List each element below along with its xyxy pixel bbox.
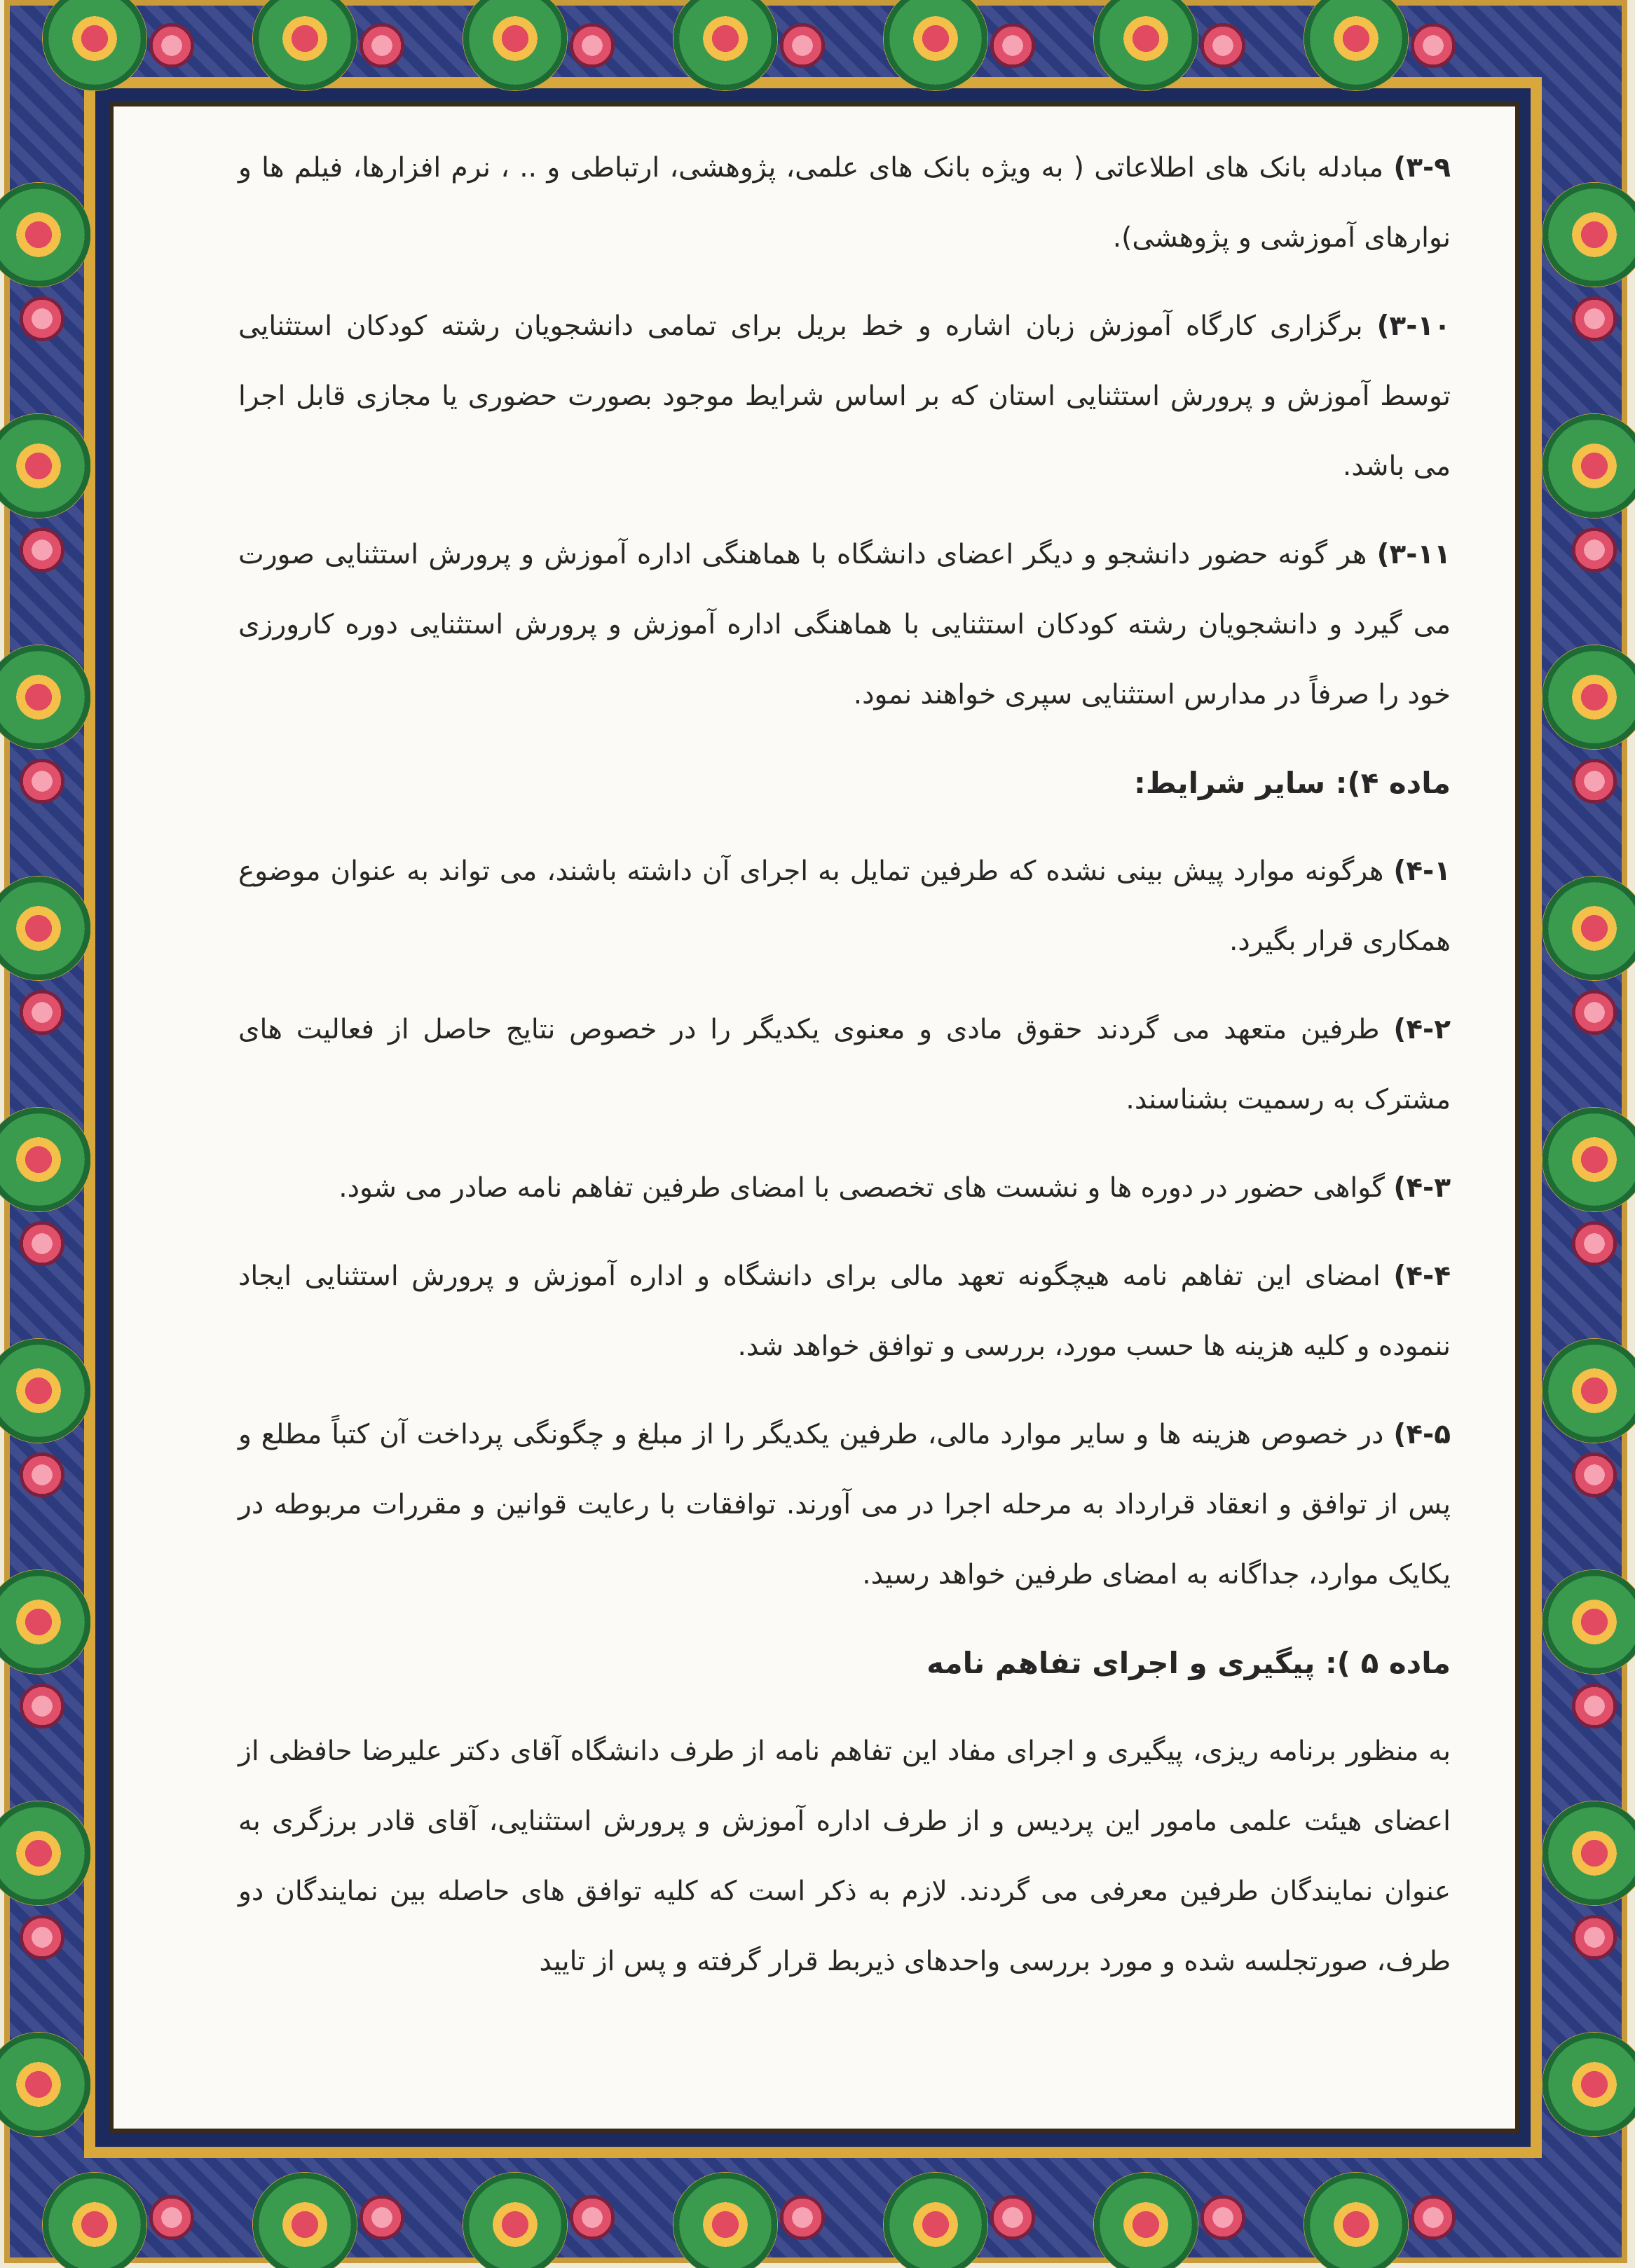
rosette-icon <box>18 757 67 806</box>
rosette-icon <box>147 21 196 70</box>
floral-medallion-icon <box>673 2172 778 2268</box>
rosette-icon <box>18 1219 67 1268</box>
clause-text: هر گونه حضور دانشجو و دیگر اعضای دانشگاه با هماهنگی اداره آموزش و پرورش استثنایی صورت می گیرد و دانشجویان رشته کودکان استثنایی با هماهنگی اداره آموزش و پرورش استثنایی دوره کارورزی خود را صرفاً در مدارس استثنایی سپری خواهند نمود. <box>238 539 1451 710</box>
rosette-icon <box>18 988 67 1037</box>
rosette-icon <box>1570 1913 1619 1962</box>
rosette-icon <box>1198 21 1247 70</box>
floral-medallion-icon <box>42 2172 147 2268</box>
clause-text: گواهی حضور در دوره ها و نشست های تخصصی با امضای طرفین تفاهم نامه صادر می شود. <box>338 1172 1394 1204</box>
rosette-icon <box>1570 1219 1619 1268</box>
clause-paragraph <box>238 1242 1451 1382</box>
clause-paragraph <box>238 1717 1451 1997</box>
clause-number: ۳-۹) <box>1393 152 1451 184</box>
rosette-icon <box>357 2193 406 2242</box>
rosette-icon <box>568 21 617 70</box>
clause-number: ۳-۱۰) <box>1376 310 1451 342</box>
rosette-icon <box>1570 1450 1619 1499</box>
clause-text: امضای این تفاهم نامه هیچگونه تعهد مالی برای دانشگاه و اداره آموزش و پرورش استثنایی ایجاد ننموده و کلیه هزینه ها حسب مورد، بررسی و توافق خواهد شد. <box>238 1260 1451 1362</box>
rosette-icon <box>988 21 1037 70</box>
clause-number: ۳-۱۱) <box>1376 539 1451 570</box>
rosette-icon <box>18 525 67 575</box>
rosette-icon <box>778 21 827 70</box>
rosette-icon <box>18 1913 67 1962</box>
document-body <box>238 133 1451 2015</box>
rosette-icon <box>18 1682 67 1731</box>
floral-medallion-icon <box>883 2172 988 2268</box>
section-heading: ماده ۵ ): پیگیری و اجرای تفاهم نامه <box>926 1646 1451 1680</box>
clause-number: ۴-۱) <box>1393 855 1451 887</box>
rosette-icon <box>778 2193 827 2242</box>
clause-paragraph <box>238 837 1451 977</box>
clause-text: هرگونه موارد پیش بینی نشده که طرفین تمایل به اجرای آن داشته باشند، می تواند به عنوان موضوع همکاری قرار بگیرد. <box>238 855 1451 957</box>
clause-paragraph <box>238 995 1451 1135</box>
clause-paragraph <box>238 1400 1451 1610</box>
clause-text: برگزاری کارگاه آموزش زبان اشاره و خط بریل برای تمامی دانشجویان رشته کودکان استثنایی توسط آموزش و پرورش استثنایی استان که بر اساس شرایط موجود بصورت حضوری یا مجازی قابل اجرا می باشد. <box>238 310 1451 482</box>
rosette-icon <box>1570 757 1619 806</box>
clause-paragraph <box>238 133 1451 273</box>
floral-medallion-icon <box>463 2172 568 2268</box>
rosette-icon <box>18 1450 67 1499</box>
rosette-icon <box>357 21 406 70</box>
clause-text: در خصوص هزینه ها و سایر موارد مالی، طرفین یکدیگر را از مبلغ و چگونگی پرداخت آن کتباً مطلع و پس از توافق و انعقاد قرارداد به مرحله اجرا در می آورند. توافقات با رعایت قوانین و مقررات مربوطه در یکایک موارد، جداگانه به امضای طرفین خواهد رسید. <box>238 1419 1451 1590</box>
clause-paragraph <box>238 520 1451 730</box>
clause-number: ۴-۴) <box>1393 1260 1451 1292</box>
rosette-icon <box>147 2193 196 2242</box>
clause-text: مبادله بانک های اطلاعاتی ( به ویژه بانک های علمی، پژوهشی، ارتباطی و .. ، نرم افزارها، فیلم ها و نوارهای آموزشی و پژوهشی). <box>238 152 1451 254</box>
rosette-icon <box>1198 2193 1247 2242</box>
rosette-icon <box>1570 1682 1619 1731</box>
rosette-icon <box>1570 294 1619 343</box>
rosette-icon <box>18 294 67 343</box>
floral-medallion-icon <box>1093 2172 1198 2268</box>
rosette-icon <box>1409 21 1458 70</box>
section-heading: ماده ۴): سایر شرایط: <box>1134 766 1451 800</box>
rosette-icon <box>988 2193 1037 2242</box>
clause-text: طرفین متعهد می گردند حقوق مادی و معنوی یکدیگر را در خصوص نتایج حاصل از فعالیت های مشترک به رسمیت بشناسند. <box>238 1014 1451 1115</box>
rosette-icon <box>1409 2193 1458 2242</box>
rosette-icon <box>1570 988 1619 1037</box>
clause-paragraph <box>238 291 1451 502</box>
rosette-icon <box>1570 525 1619 575</box>
clause-paragraph <box>238 1153 1451 1223</box>
floral-medallion-icon <box>1304 2172 1409 2268</box>
clause-number: ۴-۳) <box>1393 1172 1451 1204</box>
clause-number: ۴-۲) <box>1393 1014 1451 1045</box>
clause-number: ۴-۵) <box>1393 1419 1451 1450</box>
clause-text: به منظور برنامه ریزی، پیگیری و اجرای مفاد این تفاهم نامه از طرف دانشگاه آقای دکتر علیرضا حافظی از اعضای هیئت علمی مامور این پردیس و از طرف اداره آموزش و پرورش استثنایی، آقای قادر برزگری به عنوان نمایندگان طرفین معرفی می گردند. لازم به ذکر است که کلیه توافق های حاصله بین نمایندگان دو طرف، صورتجلسه شده و مورد بررسی واحدهای ذیربط قرار گرفته و پس از تایید <box>238 1736 1451 1977</box>
floral-medallion-icon <box>252 2172 357 2268</box>
rosette-icon <box>568 2193 617 2242</box>
